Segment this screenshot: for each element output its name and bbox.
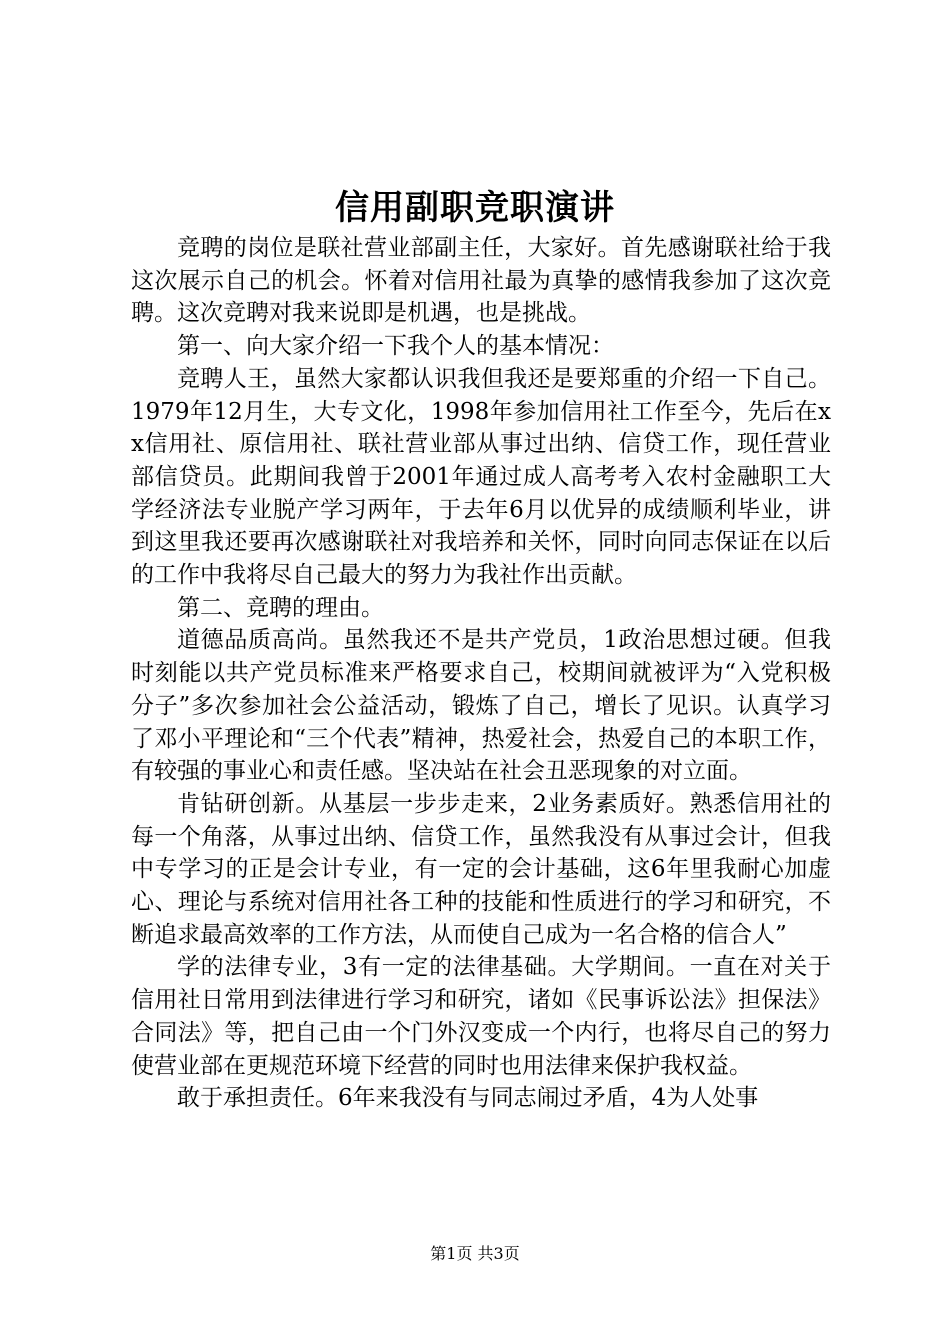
paragraph-personal-info: 竞聘人王，虽然大家都认识我但我还是要郑重的介绍一下自己。1979年12月生，大专文化，1998年参加信用社工作至今，先后在xx信用社、原信用社、联社营业部从事过出纳、信贷工作，现任营业部信贷员。此期间我曾于2001年通过成人高考考入农村金融职工大学经济法专业脱产学习两年，于去年6月以优异的成绩顺利毕业，讲到这里我还要再次感谢联社对我培养和关怀，同时向同志保证在以后的工作中我将尽自己最大的努力为我社作出贡献。: [131, 365, 831, 589]
page-footer: 第1页 共3页: [430, 1244, 520, 1263]
paragraph-reason-skills: 肯钻研创新。从基层一步步走来，2业务素质好。熟悉信用社的每一个角落，从事过出纳、信贷工作，虽然我没有从事过会计，但我中专学习的正是会计专业，有一定的会计基础，这6年里我耐心加虚心、理论与系统对信用社各工种的技能和性质进行的学习和研究，不断追求最高效率的工作方法，从而使自己成为一名合格的信合人”: [131, 790, 831, 948]
document-title: 信用副职竞职演讲: [335, 188, 615, 228]
paragraph-section-one-heading: 第一、向大家介绍一下我个人的基本情况：: [177, 333, 614, 360]
paragraph-section-two-heading: 第二、竞聘的理由。: [177, 594, 384, 621]
paragraph-reason-morality: 道德品质高尚。虽然我还不是共产党员，1政治思想过硬。但我时刻能以共产党员标准来严格要求自己，校期间就被评为“入党积极分子”多次参加社会公益活动，锻炼了自己，增长了见识。认真学习了邓小平理论和“三个代表”精神，热爱社会，热爱自己的本职工作，有较强的事业心和责任感。坚决站在社会丑恶现象的对立面。: [131, 627, 831, 785]
document-body: [131, 232, 831, 1115]
paragraph-reason-responsibility: 敢于承担责任。6年来我没有与同志闹过矛盾，4为人处事: [177, 1085, 759, 1112]
paragraph-intro: 竞聘的岗位是联社营业部副主任，大家好。首先感谢联社给于我这次展示自己的机会。怀着对信用社最为真挚的感情我参加了这次竞聘。这次竞聘对我来说即是机遇，也是挑战。: [131, 235, 831, 327]
paragraph-reason-law: 学的法律专业，3有一定的法律基础。大学期间。一直在对关于信用社日常用到法律进行学习和研究，诸如《民事诉讼法》担保法》合同法》等，把自己由一个门外汉变成一个内行，也将尽自己的努力使营业部在更规范环境下经营的同时也用法律来保护我权益。: [131, 954, 831, 1079]
